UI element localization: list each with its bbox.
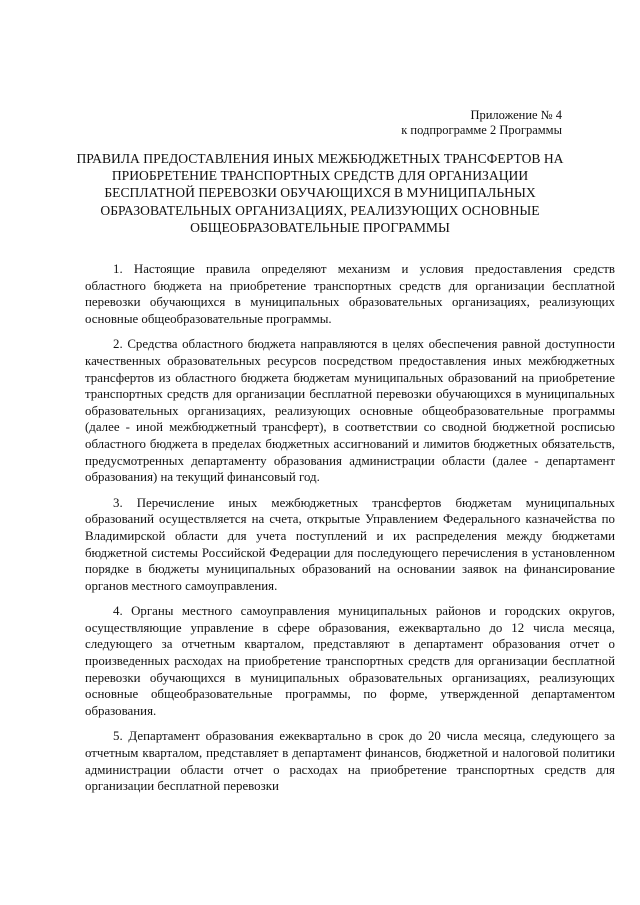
document-body — [85, 261, 615, 804]
appendix-note — [401, 108, 562, 138]
appendix-line-1: Приложение № 4 — [470, 108, 562, 122]
paragraph-2: 2. Средства областного бюджета направляются в целях обеспечения равной доступности качественных образовательных ресурсов посредством предоставления иных межбюджетных трансфертов из областного бюджета бюджетам муниципальных образований на приобретение транспортных средств для организации бесплатной перевозки обучающихся в муниципальных образовательных организациях, реализующих основные общеобразовательные программы (далее - иной межбюджетный трансферт), в соответствии со сводной бюджетной росписью областного бюджета в пределах бюджетных ассигнований и лимитов бюджетных обязательств, предусмотренных департаменту образования администрации области (далее - департамент образования) на текущий финансовый год. — [85, 337, 615, 485]
paragraph-1: 1. Настоящие правила определяют механизм и условия предоставления средств областного бюджета на приобретение транспортных средств для организации бесплатной перевозки обучающихся в муниципальных образовательных организациях, реализующих основные общеобразовательные программы. — [85, 262, 615, 326]
paragraph-5: 5. Департамент образования ежеквартально в срок до 20 числа месяца, следующего за отчетным кварталом, представляет в департамент финансов, бюджетной и налоговой политики администрации области отчет о расходах на приобретение транспортных средств для организации бесплатной перевозки — [85, 729, 615, 794]
paragraph-3: 3. Перечисление иных межбюджетных трансфертов бюджетам муниципальных образований осуществляется на счета, открытые Управлением Федерального казначейства по Владимирской области для учета поступлений и их распределения между бюджетами бюджетной системы Российской Федерации для последующего перечисления в установленном порядке в бюджеты муниципальных образований на основании заявок на финансирование органов местного самоуправления. — [85, 495, 615, 593]
paragraph-4: 4. Органы местного самоуправления муниципальных районов и городских округов, осуществляющие управление в сфере образования, ежеквартально до 12 числа месяца, следующего за отчетным кварталом, представляют в департамент образования отчет о произведенных расходах на приобретение транспортных средств для организации бесплатной перевозки обучающихся в муниципальных образовательных организациях, реализующих основные общеобразовательные программы, по форме, утвержденной департаментом образования. — [85, 604, 615, 718]
document-title: ПРАВИЛА ПРЕДОСТАВЛЕНИЯ ИНЫХ МЕЖБЮДЖЕТНЫХ ТРАНСФЕРТОВ НА ПРИОБРЕТЕНИЕ ТРАНСПОРТНЫХ СРЕДСТВ ДЛЯ ОРГАНИЗАЦИИ БЕСПЛАТНОЙ ПЕРЕВОЗКИ ОБУЧАЮЩИХСЯ В МУНИЦИПАЛЬНЫХ ОБРАЗОВАТЕЛЬНЫХ ОРГАНИЗАЦИЯХ, РЕАЛИЗУЮЩИХ ОСНОВНЫЕ ОБЩЕОБРАЗОВАТЕЛЬНЫЕ ПРОГРАММЫ — [76, 151, 564, 235]
appendix-line-2: к подпрограмме 2 Программы — [401, 123, 562, 137]
